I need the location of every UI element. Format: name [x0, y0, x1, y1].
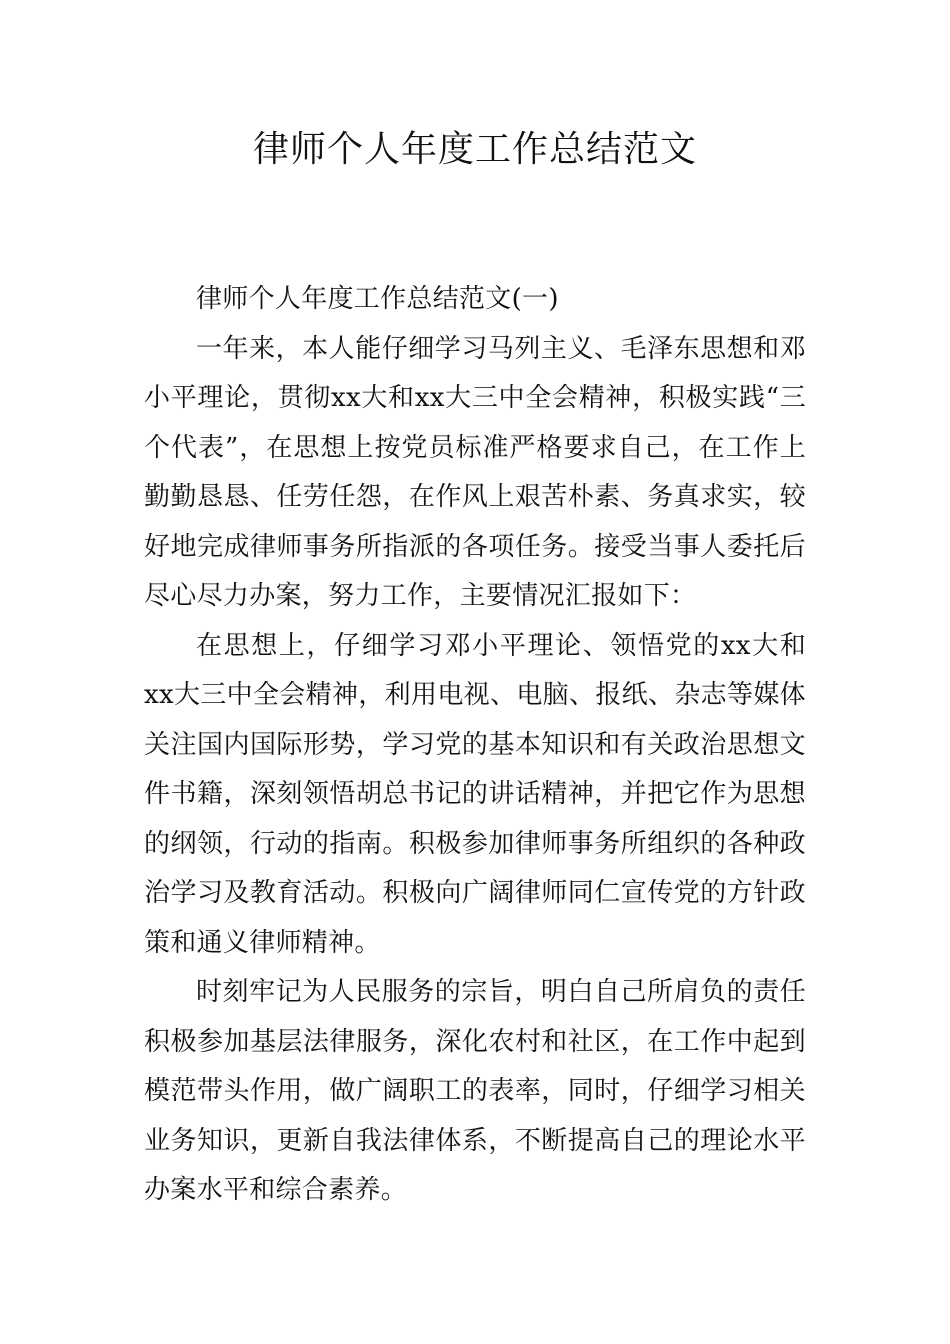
document-body: [144, 275, 806, 1216]
body-paragraph: 时刻牢记为人民服务的宗旨，明白自己所肩负的责任积极参加基层法律服务，深化农村和社区，在工作中起到模范带头作用，做广阔职工的表率，同时，仔细学习相关业务知识，更新自我法律体系，不断提高自己的理论水平办案水平和综合素养。: [144, 977, 806, 1205]
document-title: 律师个人年度工作总结范文: [252, 129, 697, 170]
body-paragraph: 一年来，本人能仔细学习马列主义、毛泽东思想和邓小平理论，贯彻xx大和xx大三中全会精神，积极实践“三个代表”，在思想上按党员标准严格要求自己，在工作上勤勤恳恳、任劳任怨，在作风上艰苦朴素、务真求实，较好地完成律师事务所指派的各项任务。接受当事人委托后尽心尽力办案，努力工作，主要情况汇报如下：: [144, 333, 806, 611]
section-heading: 律师个人年度工作总结范文(一): [196, 284, 559, 314]
body-paragraph: 在思想上，仔细学习邓小平理论、领悟党的xx大和xx大三中全会精神，利用电视、电脑、报纸、杂志等媒体关注国内国际形势，学习党的基本知识和有关政治思想文件书籍，深刻领悟胡总书记的讲话精神，并把它作为思想的纲领，行动的指南。积极参加律师事务所组织的各种政治学习及教育活动。积极向广阔律师同仁宣传党的方针政策和通义律师精神。: [144, 630, 806, 958]
